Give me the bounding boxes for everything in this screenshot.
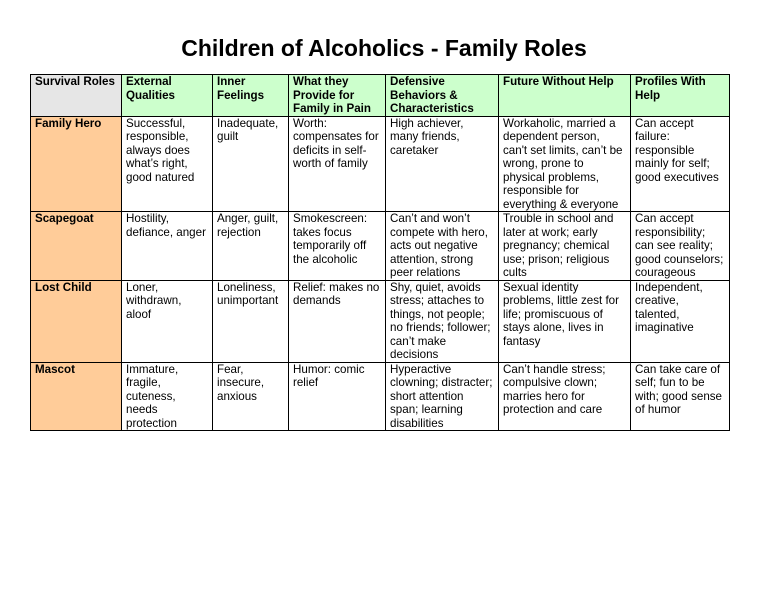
table-cell: Anger, guilt, rejection: [213, 212, 289, 281]
table-cell: Worth: compensates for deficits in self-worth of family: [289, 116, 386, 212]
column-header-future-without-help: Future Without Help: [499, 75, 631, 117]
table-cell: Can accept responsibility; can see reality; good counselors; courageous: [631, 212, 730, 281]
table-row: [31, 362, 730, 431]
column-header-survival-roles: Survival Roles: [31, 75, 122, 117]
table-cell: Can’t handle stress; compulsive clown; marries hero for protection and care: [499, 362, 631, 431]
table-cell: Relief: makes no demands: [289, 280, 386, 362]
column-header-defensive-behaviors: Defensive Behaviors & Characteristics: [386, 75, 499, 117]
table-cell: Loneliness, unimportant: [213, 280, 289, 362]
table-cell: Workaholic, married a dependent person, can't set limits, can’t be wrong, prone to physical problems, responsible for everything & everyone: [499, 116, 631, 212]
table-cell: Can take care of self; fun to be with; good sense of humor: [631, 362, 730, 431]
family-roles-table: [30, 74, 730, 431]
table-cell: Successful, responsible, always does what’s right, good natured: [122, 116, 213, 212]
header-row: [31, 75, 730, 117]
table-cell: Sexual identity problems, little zest for life; promiscuous of stays alone, lives in fantasy: [499, 280, 631, 362]
column-header-profiles-with-help: Profiles With Help: [631, 75, 730, 117]
table-cell: Smokescreen: takes focus temporarily off the alcoholic: [289, 212, 386, 281]
column-header-what-they-provide: What they Provide for Family in Pain: [289, 75, 386, 117]
table-row: [31, 280, 730, 362]
column-header-external-qualities: External Qualities: [122, 75, 213, 117]
table-cell: Loner, withdrawn, aloof: [122, 280, 213, 362]
table-cell: Inadequate, guilt: [213, 116, 289, 212]
table-cell: Fear, insecure, anxious: [213, 362, 289, 431]
table-cell: Independent, creative, talented, imaginative: [631, 280, 730, 362]
table-cell: Hostility, defiance, anger: [122, 212, 213, 281]
table-cell: Humor: comic relief: [289, 362, 386, 431]
role-name: Lost Child: [31, 280, 122, 362]
table-row: [31, 212, 730, 281]
column-header-inner-feelings: Inner Feelings: [213, 75, 289, 117]
table-cell: Trouble in school and later at work; early pregnancy; chemical use; prison; religious cults: [499, 212, 631, 281]
table-cell: High achiever, many friends, caretaker: [386, 116, 499, 212]
table-cell: Can’t and won’t compete with hero, acts out negative attention, strong peer relations: [386, 212, 499, 281]
table-cell: Immature, fragile, cuteness, needs protection: [122, 362, 213, 431]
table-row: [31, 116, 730, 212]
table-cell: Can accept failure: responsible mainly for self; good executives: [631, 116, 730, 212]
table-cell: Hyperactive clowning; distracter; short attention span; learning disabilities: [386, 362, 499, 431]
role-name: Family Hero: [31, 116, 122, 212]
role-name: Scapegoat: [31, 212, 122, 281]
page-title: Children of Alcoholics - Family Roles: [181, 35, 587, 61]
table-cell: Shy, quiet, avoids stress; attaches to things, not people; no friends; follower; can’t make decisions: [386, 280, 499, 362]
role-name: Mascot: [31, 362, 122, 431]
